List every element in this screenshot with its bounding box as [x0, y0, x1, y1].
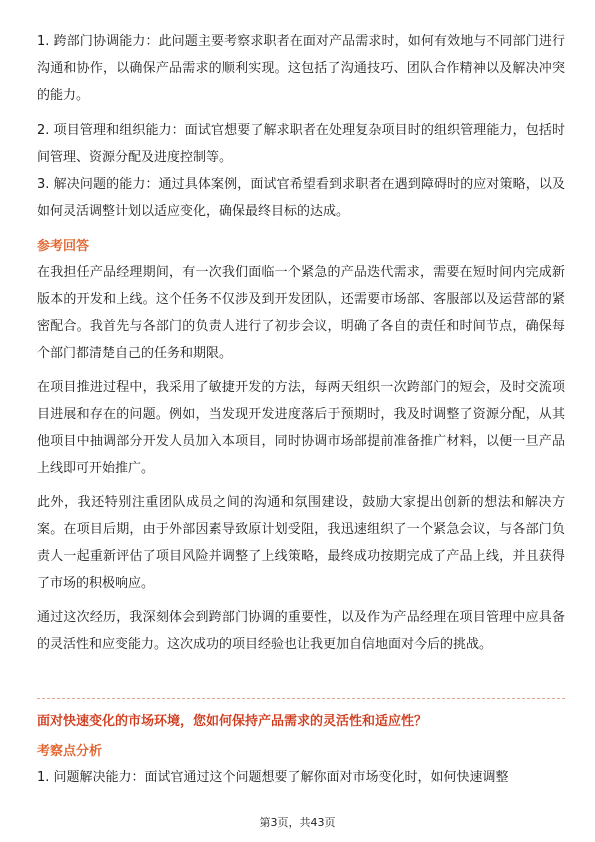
analysis-item-3: 3. 解决问题的能力：通过具体案例，面试官希望看到求职者在遇到障碍时的应对策略，以及如何灵活调整计划以适应变化，确保最终目标的达成。	[37, 177, 565, 219]
section-divider	[37, 698, 565, 699]
answer-paragraph-3: 此外，我还特别注重团队成员之间的沟通和氛围建设，鼓励大家提出创新的想法和解决方案。在项目后期，由于外部因素导致原计划受阻，我迅速组织了一个紧急会议，与各部门负责人一起重新评估了项目风险并调整了上线策略，最终成功按期完成了产品上线，并且获得了市场的积极响应。	[37, 495, 565, 591]
answer-paragraph-2: 在项目推进过程中，我采用了敏捷开发的方法，每两天组织一次跨部门的短会，及时交流项目进展和存在的问题。例如，当发现开发进度落后于预期时，我及时调整了资源分配，从其他项目中抽调部分开发人员加入本项目，同时协调市场部提前准备推广材料，以便一旦产品上线即可开始推广。	[37, 380, 565, 476]
page-number: 第3页，共43页	[259, 816, 336, 829]
analysis-heading: 考察点分析	[37, 744, 103, 759]
question-title: 面对快速变化的市场环境，您如何保持产品需求的灵活性和适应性？	[37, 714, 428, 729]
analysis-item-1: 1. 跨部门协调能力：此问题主要考察求职者在面对产品需求时，如何有效地与不同部门进行沟通和协作，以确保产品需求的顺利实现。这包括了沟通技巧、团队合作精神以及解决冲突的能力。	[37, 34, 565, 103]
analysis-item-next: 1. 问题解决能力：面试官通过这个问题想要了解你面对市场变化时，如何快速调整	[37, 770, 509, 785]
reference-answer-heading: 参考回答	[37, 239, 90, 254]
answer-paragraph-1: 在我担任产品经理期间，有一次我们面临一个紧急的产品迭代需求，需要在短时间内完成新版本的开发和上线。这个任务不仅涉及到开发团队，还需要市场部、客服部以及运营部的紧密配合。我首先与各部门的负责人进行了初步会议，明确了各自的责任和时间节点，确保每个部门都清楚自己的任务和期限。	[37, 265, 565, 361]
answer-paragraph-4: 通过这次经历，我深刻体会到跨部门协调的重要性，以及作为产品经理在项目管理中应具备的灵活性和应变能力。这次成功的项目经验也让我更加自信地面对今后的挑战。	[37, 610, 565, 652]
analysis-item-2: 2. 项目管理和组织能力：面试官想要了解求职者在处理复杂项目时的组织管理能力，包括时间管理、资源分配及进度控制等。	[37, 123, 565, 165]
